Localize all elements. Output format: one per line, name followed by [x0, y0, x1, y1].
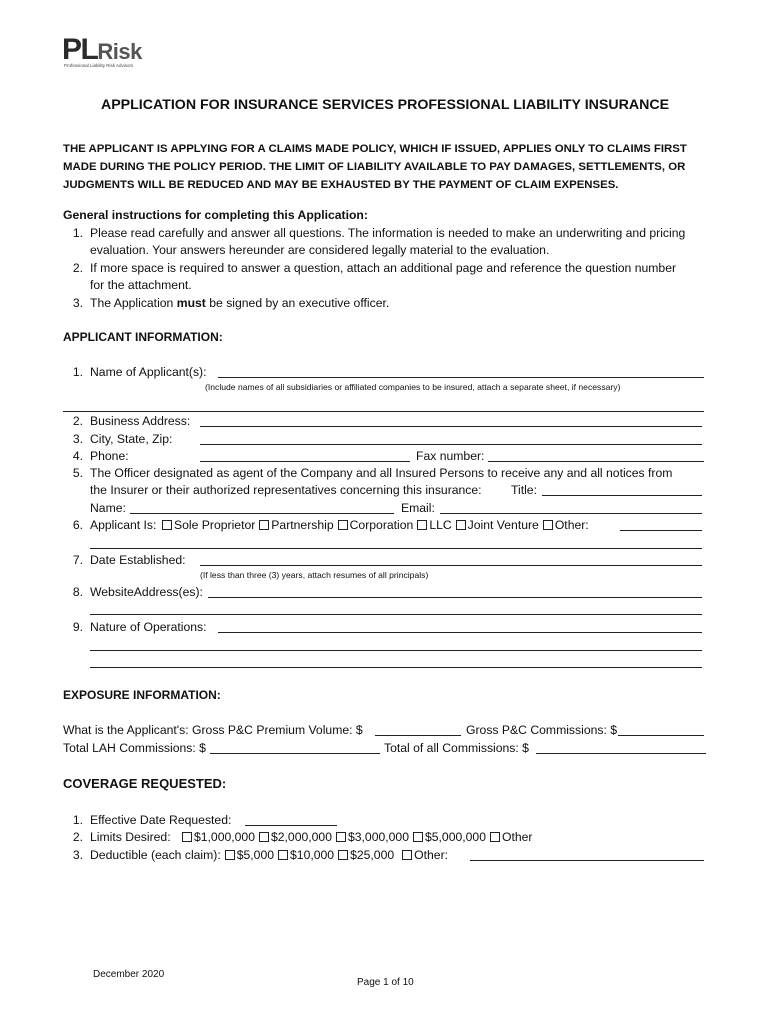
q6-label: 6. Applicant Is:	[72, 518, 157, 532]
deductible-10k-label: $10,000	[290, 848, 335, 862]
deductible-other-checkbox[interactable]	[402, 850, 412, 860]
effective-date-field[interactable]	[245, 825, 337, 826]
date-established-field[interactable]	[200, 565, 702, 566]
q7-label: 7. Date Established:	[72, 553, 186, 567]
q9-text: Nature of Operations:	[90, 620, 207, 634]
website-field-2[interactable]	[90, 614, 702, 615]
q2-text: Business Address:	[90, 414, 191, 428]
exposure-heading: EXPOSURE INFORMATION:	[63, 688, 221, 702]
partnership-checkbox[interactable]	[259, 520, 269, 530]
q3-text: City, State, Zip:	[90, 432, 173, 446]
deductible-25k-label: $25,000	[350, 848, 395, 862]
instruction-2-cont: for the attachment.	[90, 278, 192, 292]
limit-2m-checkbox[interactable]	[259, 832, 269, 842]
lah-label: Total LAH Commissions: $	[63, 741, 206, 755]
logo	[62, 33, 142, 67]
claims-made-warning: THE APPLICANT IS APPLYING FOR A CLAIMS MADE POLICY, WHICH IF ISSUED, APPLIES ONLY TO CLAIMS FIRST MADE DURING THE POLICY PERIOD. THE LIMIT OF LIABILITY AVAILABLE TO PAY DAMAGES, SETTLEMENTS, OR JUDGMENTS WILL BE REDUCED AND MAY BE EXHAUSTED BY THE PAYMENT OF CLAIM EXPENSES.	[63, 143, 687, 191]
limit-3m-label: $3,000,000	[347, 830, 409, 844]
page-number: Page 1 of 10	[357, 977, 414, 988]
q7-note: (If less than three (3) years, attach resumes of all principals)	[200, 570, 429, 580]
limit-1m-label: $1,000,000	[193, 830, 255, 844]
q9-label: 9. Nature of Operations:	[72, 620, 207, 634]
llc-checkbox[interactable]	[417, 520, 427, 530]
instructions-heading: General instructions for completing this Application:	[63, 208, 368, 222]
deductible-10k-checkbox[interactable]	[278, 850, 288, 860]
joint-venture-checkbox[interactable]	[456, 520, 466, 530]
joint-venture-label: Joint Venture	[467, 518, 539, 532]
q1-label: 1. Name of Applicant(s):	[72, 365, 207, 379]
q3-label: 3. City, State, Zip:	[72, 432, 173, 446]
instruction-3-pre: The Application	[90, 296, 177, 310]
business-address-field[interactable]	[200, 426, 702, 427]
effective-date-label: Effective Date Requested:	[90, 813, 232, 827]
limit-5m-checkbox[interactable]	[413, 832, 423, 842]
officer-name-field[interactable]	[130, 513, 394, 514]
q1-text: Name of Applicant(s):	[90, 365, 207, 379]
limit-5m-label: $5,000,000	[424, 830, 486, 844]
deductible-5k-label: $5,000	[236, 848, 275, 862]
q7-text: Date Established:	[90, 553, 186, 567]
operations-field-3[interactable]	[90, 667, 702, 668]
q5-cont: the Insurer or their authorized representatives concerning this insurance:	[90, 483, 482, 497]
officer-email-field[interactable]	[440, 513, 702, 514]
logo-tagline: Professional Liability Risk Advisors	[64, 63, 134, 68]
deductible-other-field[interactable]	[470, 860, 704, 861]
other-entity-label: Other:	[554, 518, 589, 532]
corporation-label: Corporation	[349, 518, 414, 532]
limit-other-label: Other	[501, 830, 533, 844]
gross-commissions-label: Gross P&C Commissions: $	[466, 723, 618, 737]
deductible-25k-checkbox[interactable]	[338, 850, 348, 860]
instruction-2: 2. If more space is required to answer a question, attach an additional page and reference the question number	[72, 261, 677, 275]
officer-title-label: Title:	[511, 483, 537, 497]
effective-date-row: 1. Effective Date Requested:	[72, 813, 232, 827]
q8-label: 8. WebsiteAddress(es):	[72, 585, 203, 599]
instruction-3-post: be signed by an executive officer.	[205, 296, 390, 310]
deductible-other-label: Other:	[414, 848, 449, 862]
deductible-5k-checkbox[interactable]	[225, 850, 235, 860]
other-entity-field-2[interactable]	[90, 548, 702, 549]
instruction-3-emphasis: must	[176, 296, 206, 310]
q4-label: 4. Phone:	[72, 449, 129, 463]
fax-field[interactable]	[488, 461, 704, 462]
llc-label: LLC	[429, 518, 452, 532]
applicant-info-heading: APPLICANT INFORMATION:	[63, 330, 223, 344]
limits-label: Limits Desired:	[90, 830, 171, 844]
operations-field-2[interactable]	[90, 650, 702, 651]
total-commissions-field[interactable]	[536, 753, 706, 754]
applicant-name-field-2[interactable]	[63, 411, 704, 412]
limit-1m-checkbox[interactable]	[182, 832, 192, 842]
partnership-label: Partnership	[271, 518, 334, 532]
logo-pl: PL	[62, 33, 98, 66]
phone-field[interactable]	[200, 461, 410, 462]
applicant-name-field[interactable]	[218, 377, 704, 378]
officer-title-field[interactable]	[542, 495, 702, 496]
other-entity-checkbox[interactable]	[543, 520, 553, 530]
fax-label: Fax number:	[416, 449, 485, 463]
operations-field[interactable]	[218, 632, 702, 633]
instruction-1-text: Please read carefully and answer all questions. The information is needed to make an underwriting and pricing	[90, 226, 686, 240]
corporation-checkbox[interactable]	[338, 520, 348, 530]
other-entity-field[interactable]	[620, 530, 702, 531]
website-field[interactable]	[208, 597, 702, 598]
instruction-1: 1. Please read carefully and answer all questions. The information is needed to make an underwriting and pricing	[72, 226, 686, 240]
lah-field[interactable]	[210, 753, 380, 754]
page-title: APPLICATION FOR INSURANCE SERVICES PROFESSIONAL LIABILITY INSURANCE	[100, 97, 670, 113]
q5-text: The Officer designated as agent of the Company and all Insured Persons to receive any and all notices from	[90, 466, 673, 480]
officer-email-label: Email:	[401, 501, 435, 515]
gross-premium-field[interactable]	[375, 735, 461, 736]
deductible-label: Deductible (each claim):	[90, 848, 221, 862]
q8-text: WebsiteAddress(es):	[90, 585, 203, 599]
instruction-1-cont: evaluation. Your answers hereunder are considered legally material to the evaluation.	[90, 243, 550, 257]
officer-name-label: Name:	[90, 501, 126, 515]
limit-3m-checkbox[interactable]	[336, 832, 346, 842]
q5-label: 5. The Officer designated as agent of the Company and all Insured Persons to receive any and all notices from	[72, 466, 673, 480]
limit-other-checkbox[interactable]	[490, 832, 500, 842]
coverage-heading: COVERAGE REQUESTED:	[63, 776, 227, 791]
q4-text: Phone:	[90, 449, 129, 463]
deductible-row: 3. Deductible (each claim): $5,000 $10,000 $25,000 Other:	[72, 848, 449, 862]
q6-text: Applicant Is:	[90, 518, 157, 532]
entity-type-options	[158, 518, 589, 532]
q2-label: 2. Business Address:	[72, 414, 191, 428]
gross-commissions-field[interactable]	[618, 735, 704, 736]
limits-row: 2. Limits Desired: $1,000,000 $2,000,000 $3,000,000 $5,000,000 Other	[72, 830, 533, 844]
instruction-3: 3. The Application must be signed by an executive officer.	[72, 296, 390, 310]
city-state-zip-field[interactable]	[200, 444, 702, 445]
limit-2m-label: $2,000,000	[270, 830, 332, 844]
sole-proprietor-label: Sole Proprietor	[174, 518, 256, 532]
total-commissions-label: Total of all Commissions: $	[384, 741, 529, 755]
instruction-2-text: If more space is required to answer a question, attach an additional page and reference the question number	[90, 261, 677, 275]
sole-proprietor-checkbox[interactable]	[162, 520, 172, 530]
footer-date: December 2020	[93, 969, 165, 980]
gross-premium-label: What is the Applicant's: Gross P&C Premium Volume: $	[63, 723, 363, 737]
logo-risk: Risk	[97, 39, 142, 64]
q1-note: (Include names of all subsidiaries or affiliated companies to be insured, attach a separate sheet, if necessary)	[205, 382, 621, 392]
